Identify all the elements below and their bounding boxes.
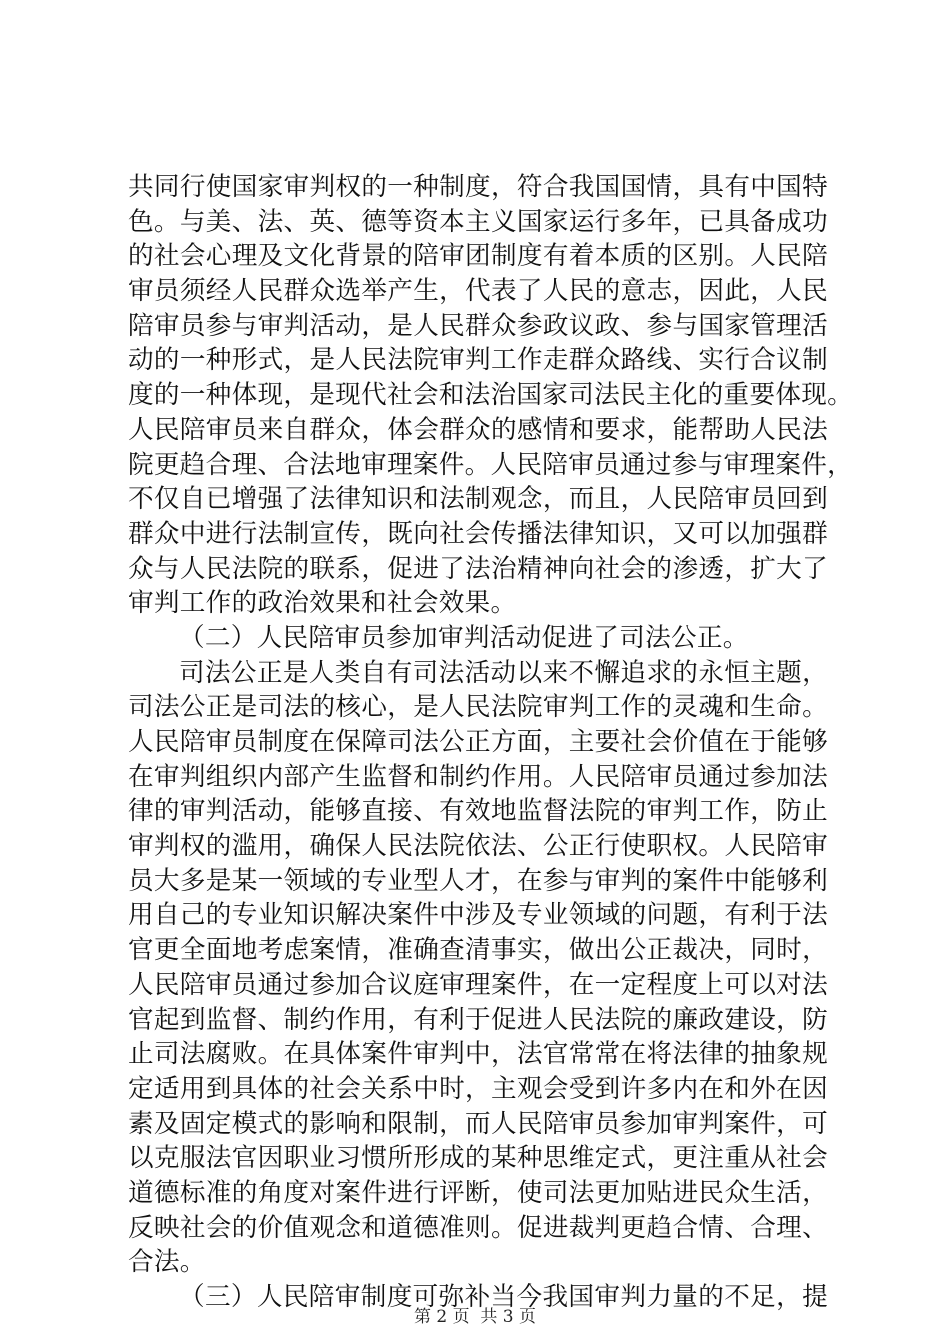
text-line: （二）人民陪审员参加审判活动促进了司法公正。 — [179, 622, 749, 653]
text-line: 员大多是某一领域的专业型人才，在参与审判的案件中能够利 — [128, 865, 828, 896]
text-line: 止司法腐败。在具体案件审判中，法官常常在将法律的抽象规 — [128, 1039, 828, 1070]
text-line: 不仅自已增强了法律知识和法制观念，而且，人民陪审员回到 — [128, 484, 828, 515]
text-line: 官更全面地考虑案情，准确查清事实，做出公正裁决，同时， — [128, 935, 828, 966]
text-line: 素及固定模式的影响和限制，而人民陪审员参加审判案件，可 — [128, 1108, 828, 1139]
text-line: 动的一种形式，是人民法院审判工作走群众路线、实行合议制 — [128, 345, 828, 376]
text-line: 众与人民法院的联系，促进了法治精神向社会的渗透，扩大了 — [128, 553, 828, 584]
text-line: 人民陪审员通过参加合议庭审理案件，在一定程度上可以对法 — [128, 969, 828, 1000]
text-line: 用自己的专业知识解决案件中涉及专业领域的问题，有利于法 — [128, 900, 828, 931]
text-line: 审判权的滥用，确保人民法院依法、公正行使职权。人民陪审 — [128, 831, 828, 862]
text-line: 审判工作的政治效果和社会效果。 — [128, 588, 517, 619]
text-line: 院更趋合理、合法地审理案件。人民陪审员通过参与审理案件， — [128, 449, 854, 480]
text-line: 审员须经人民群众选举产生，代表了人民的意志，因此，人民 — [128, 276, 828, 307]
text-line: 定适用到具体的社会关系中时，主观会受到许多内在和外在因 — [128, 1073, 828, 1104]
text-line: 以克服法官因职业习惯所形成的某种思维定式，更注重从社会 — [128, 1143, 828, 1174]
text-line: 律的审判活动，能够直接、有效地监督法院的审判工作，防止 — [128, 796, 828, 827]
text-line: 共同行使国家审判权的一种制度，符合我国国情，具有中国特 — [128, 172, 828, 202]
text-line: 道德标准的角度对案件进行评断，使司法更加贴进民众生活， — [128, 1177, 828, 1208]
page-footer: 第 2 页 共 3 页 — [413, 1307, 537, 1327]
text-line: 司法公正是司法的核心，是人民法院审判工作的灵魂和生命。 — [128, 692, 828, 723]
text-line: 官起到监督、制约作用，有利于促进人民法院的廉政建设，防 — [128, 1004, 828, 1035]
text-line: 陪审员参与审判活动，是人民群众参政议政、参与国家管理活 — [128, 310, 828, 341]
text-line: （三）人民陪审制度可弥补当今我国审判力量的不足，提 — [179, 1282, 828, 1312]
text-line: 色。与美、法、英、德等资本主义国家运行多年，已具备成功 — [128, 206, 828, 237]
text-line: 的社会心理及文化背景的陪审团制度有着本质的区别。人民陪 — [128, 241, 828, 272]
text-line: 人民陪审员来自群众，体会群众的感情和要求，能帮助人民法 — [128, 414, 828, 445]
text-line: 人民陪审员制度在保障司法公正方面，主要社会价值在于能够 — [128, 727, 828, 757]
body-text — [128, 170, 854, 1315]
text-line: 度的一种体现，是现代社会和法治国家司法民主化的重要体现。 — [128, 380, 854, 411]
text-line: 在审判组织内部产生监督和制约作用。人民陪审员通过参加法 — [128, 761, 828, 792]
text-line: 司法公正是人类自有司法活动以来不懈追求的永恒主题， — [179, 657, 828, 688]
text-line: 合法。 — [128, 1247, 206, 1278]
text-line: 反映社会的价值观念和道德准则。促进裁判更趋合情、合理、 — [128, 1212, 828, 1243]
text-line: 群众中进行法制宣传，既向社会传播法律知识，又可以加强群 — [128, 518, 828, 549]
